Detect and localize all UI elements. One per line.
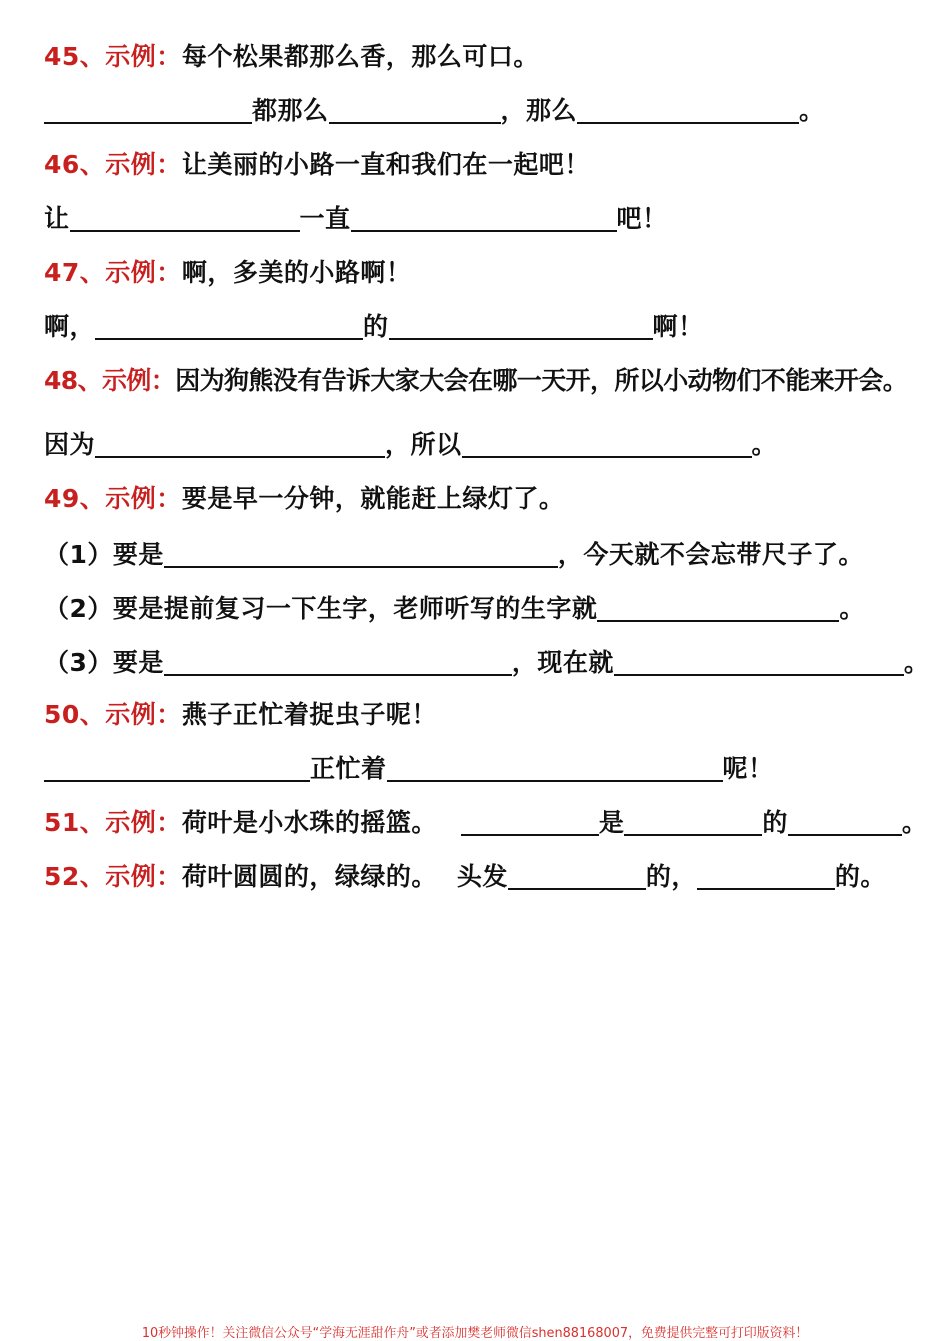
fill-text: 的，: [645, 862, 697, 891]
exercise-49-item-1: [44, 530, 864, 570]
fill-text: ，那么: [500, 96, 578, 125]
example-label: 示例：: [105, 150, 182, 179]
example-sentence: 每个松果都那么香，那么可口。: [181, 42, 539, 71]
example-sentence: 荷叶是小水珠的摇篮。: [181, 808, 437, 837]
fill-blank[interactable]: [624, 808, 762, 836]
example-label: 示例：: [105, 484, 182, 513]
exercise-number: 45、: [44, 42, 106, 71]
exercise-45-example: [44, 32, 539, 72]
fill-text: 啊，: [44, 312, 96, 341]
exercise-49-item-3: [44, 638, 929, 678]
fill-blank[interactable]: [697, 862, 835, 890]
fill-blank[interactable]: [788, 808, 902, 836]
fill-blank[interactable]: [44, 96, 252, 124]
fill-text: 。: [751, 430, 778, 459]
example-sentence: 啊，多美的小路啊！: [181, 258, 412, 287]
fill-text: ，今天就不会忘带尺子了。: [557, 540, 864, 569]
fill-text: （2）要是提前复习一下生字，老师听写的生字就: [44, 594, 598, 623]
exercise-47-example: [44, 248, 411, 288]
exercise-49-example: [44, 474, 564, 514]
exercise-50-fill: [44, 744, 774, 784]
fill-text: 。: [901, 808, 928, 837]
fill-text: ，现在就: [511, 648, 614, 677]
fill-blank[interactable]: [164, 648, 512, 676]
example-sentence: 要是早一分钟，就能赶上绿灯了。: [181, 484, 565, 513]
exercise-48-fill: [44, 420, 777, 460]
fill-blank[interactable]: [164, 540, 558, 568]
example-label: 示例：: [105, 862, 182, 891]
example-sentence: 让美丽的小路一直和我们在一起吧！: [181, 150, 590, 179]
fill-blank[interactable]: [387, 754, 723, 782]
fill-text: ，所以: [385, 430, 462, 459]
exercise-50-example: [44, 690, 437, 730]
example-label: 示例：: [105, 808, 182, 837]
fill-text: 都那么: [252, 96, 329, 125]
fill-text: 头发: [456, 862, 508, 891]
fill-blank[interactable]: [95, 312, 363, 340]
fill-text: 的: [363, 312, 389, 341]
fill-blank[interactable]: [577, 96, 799, 124]
example-sentence: 因为狗熊没有告诉大家大会在哪一天开，所以小动物们不能来开会。: [175, 366, 908, 395]
fill-text: 吧！: [616, 204, 668, 233]
fill-blank[interactable]: [95, 430, 385, 458]
fill-blank[interactable]: [351, 204, 617, 232]
fill-text: 的。: [834, 862, 886, 891]
exercise-46-example: [44, 140, 590, 180]
fill-text: 的: [762, 808, 788, 837]
fill-blank[interactable]: [329, 96, 501, 124]
fill-text: 一直: [299, 204, 351, 233]
fill-text: 让: [44, 204, 70, 233]
exercise-47-fill: [44, 302, 704, 342]
example-label: 示例：: [102, 366, 176, 395]
exercise-number: 47、: [44, 258, 106, 287]
exercise-number: 51、: [44, 808, 106, 837]
example-label: 示例：: [105, 700, 182, 729]
exercise-51: [44, 798, 927, 838]
fill-text: 啊！: [652, 312, 704, 341]
exercise-number: 49、: [44, 484, 106, 513]
exercise-number: 46、: [44, 150, 106, 179]
example-sentence: 荷叶圆圆的，绿绿的。: [181, 862, 437, 891]
fill-text: 。: [799, 96, 825, 125]
exercise-number: 50、: [44, 700, 106, 729]
fill-text: 。: [839, 594, 865, 623]
exercise-49-item-2: [44, 584, 865, 624]
fill-text: 因为: [44, 430, 96, 459]
exercise-45-fill: [44, 86, 825, 126]
example-label: 示例：: [105, 42, 182, 71]
exercise-number: 48、: [44, 366, 102, 395]
fill-blank[interactable]: [614, 648, 904, 676]
exercise-46-fill: [44, 194, 668, 234]
fill-blank[interactable]: [70, 204, 300, 232]
exercise-48-example: [44, 356, 907, 396]
fill-text: （3）要是: [44, 648, 164, 677]
fill-blank[interactable]: [508, 862, 646, 890]
fill-text: 正忙着: [310, 754, 387, 783]
fill-blank[interactable]: [389, 312, 653, 340]
example-label: 示例：: [105, 258, 182, 287]
fill-text: 是: [598, 808, 625, 837]
footer-notice: 10秒钟操作！关注微信公众号“学海无涯甜作舟”或者添加樊老师微信shen88168007，免费提供完整可打印版资料！: [141, 1326, 809, 1341]
fill-blank[interactable]: [597, 594, 839, 622]
fill-text: 呢！: [722, 754, 774, 783]
exercise-number: 52、: [44, 862, 106, 891]
fill-blank[interactable]: [462, 430, 752, 458]
fill-blank[interactable]: [44, 754, 310, 782]
exercise-52: [44, 852, 886, 892]
fill-text: （1）要是: [44, 540, 164, 569]
example-sentence: 燕子正忙着捉虫子呢！: [181, 700, 437, 729]
fill-text: 。: [903, 648, 930, 677]
fill-blank[interactable]: [461, 808, 599, 836]
